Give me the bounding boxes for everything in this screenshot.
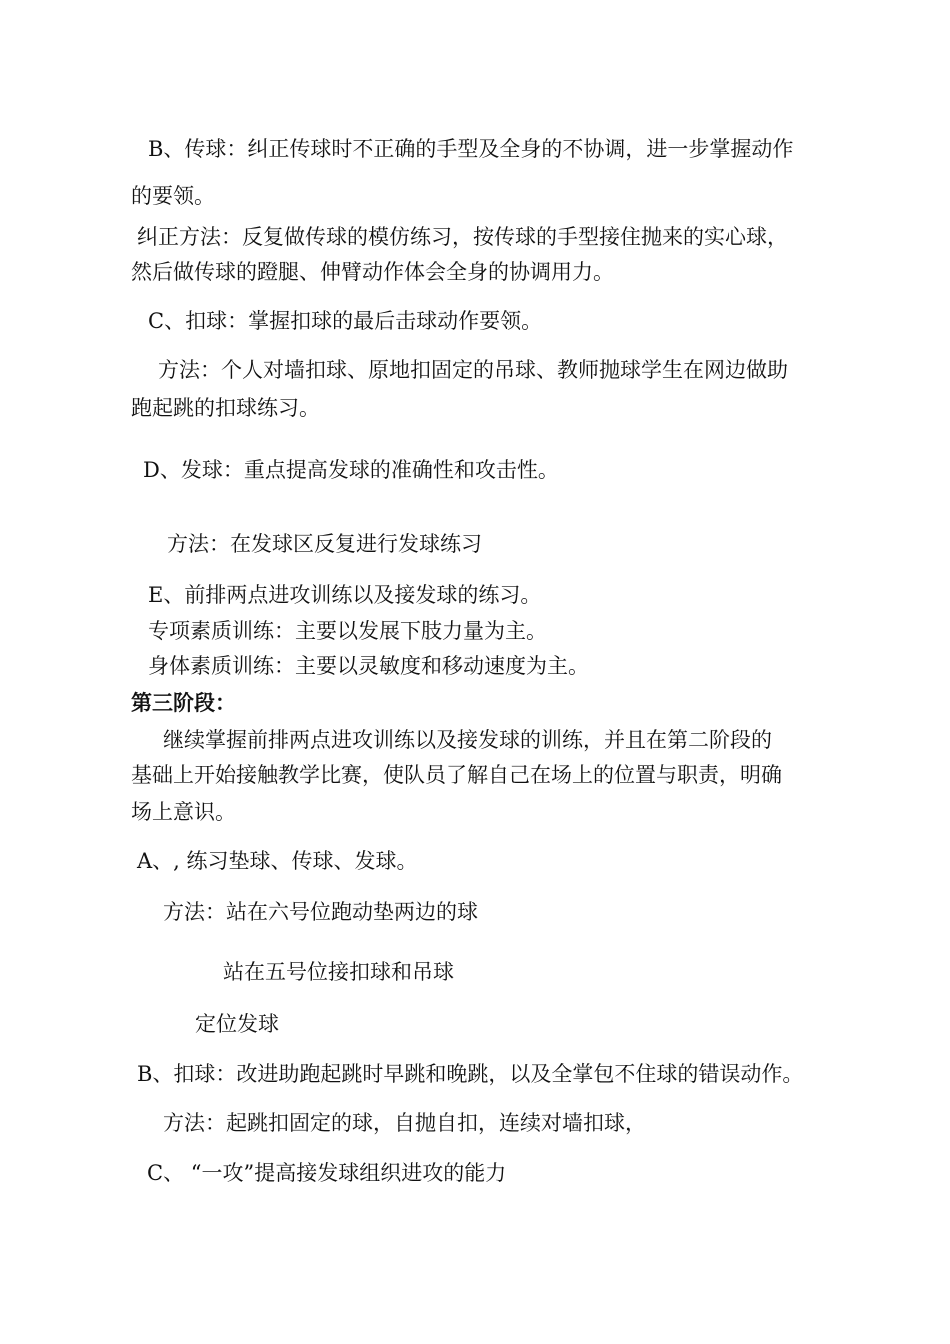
text-line: 基础上开始接触教学比赛，使队员了解自己在场上的位置与职责，明确 — [131, 763, 782, 787]
text-line: 身体素质训练：主要以灵敏度和移动速度为主。 — [148, 654, 589, 678]
text-line: 场上意识。 — [131, 800, 236, 824]
text-line: D、发球：重点提高发球的准确性和攻击性。 — [143, 458, 559, 482]
text-line: 专项素质训练：主要以发展下肢力量为主。 — [148, 619, 547, 643]
text-line: 然后做传球的蹬腿、伸臂动作体会全身的协调用力。 — [131, 260, 614, 284]
section-heading: 第三阶段： — [131, 690, 236, 715]
text-line: 纠正方法：反复做传球的模仿练习，按传球的手型接住抛来的实心球， — [137, 225, 788, 249]
text-line: 站在五号位接扣球和吊球 — [223, 960, 454, 984]
text-line: C、扣球：掌握扣球的最后击球动作要领。 — [148, 309, 543, 333]
text-line: 定位发球 — [195, 1012, 279, 1036]
text-line: 方法：起跳扣固定的球，自抛自扣，连续对墙扣球， — [163, 1111, 646, 1135]
text-line: 继续掌握前排两点进攻训练以及接发球的训练，并且在第二阶段的 — [163, 728, 772, 752]
text-line: E、前排两点进攻训练以及接发球的练习。 — [148, 583, 542, 607]
text-line: 方法：站在六号位跑动垫两边的球 — [163, 900, 478, 924]
text-line: 跑起跳的扣球练习。 — [131, 396, 320, 420]
text-line: C、 “一攻”提高接发球组织进攻的能力 — [147, 1161, 507, 1185]
text-line: 方法：个人对墙扣球、原地扣固定的吊球、教师抛球学生在网边做助 — [158, 358, 788, 382]
text-line: B、扣球：改进助跑起跳时早跳和晚跳，以及全掌包不住球的错误动作。 — [137, 1062, 804, 1086]
text-line: 方法：在发球区反复进行发球练习 — [167, 532, 482, 556]
text-line: 的要领。 — [131, 184, 215, 208]
text-line: A、, 练习垫球、传球、发球。 — [137, 849, 418, 873]
text-line: B、传球：纠正传球时不正确的手型及全身的不协调，进一步掌握动作 — [148, 137, 794, 161]
